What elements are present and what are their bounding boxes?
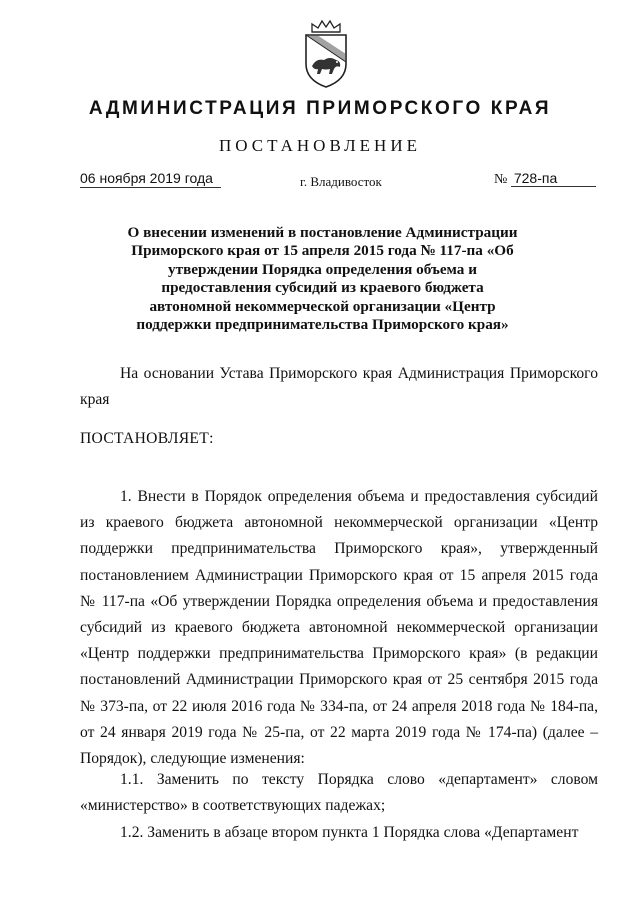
item-1-2-paragraph: 1.2. Заменить в абзаце втором пункта 1 Порядка слова «Департамент bbox=[120, 824, 579, 841]
decree-heading: ПОСТАНОВЛЯЕТ: bbox=[80, 430, 214, 447]
document-number bbox=[494, 170, 596, 188]
item-1-paragraph: 1. Внести в Порядок определения объема и предоставления субсидий из краевого бюджета автономной некоммерческой организации «Центр поддержки предпринимательства Приморского края», утвержденный постановлением Администрации Приморского края от 15 апреля 2015 года № 117-па «Об утверждении Порядка определения объема и предоставления субсидий из краевого бюджета автономной некоммерческой организации «Центр поддержки предпринимательства Приморского края» (в редакции постановлений Администрации Приморского края от 25 сентября 2015 года № 373-па, от 22 июля 2016 года № 334-па, от 24 апреля 2018 года № 184-па, от 24 января 2019 года № 25-па, от 22 марта 2019 года № 174-па) (далее – Порядок), следующие изменения: bbox=[80, 488, 598, 768]
item-1-1-paragraph: 1.1. Заменить по тексту Порядка слово «департамент» словом «министерство» в соответствующих падежах; bbox=[80, 771, 598, 815]
number-label: № bbox=[494, 172, 508, 187]
document-type: ПОСТАНОВЛЕНИЕ bbox=[218, 136, 421, 155]
document-city: г. Владивосток bbox=[300, 174, 382, 189]
document-date: 06 ноября 2019 года bbox=[80, 170, 221, 188]
organization-title: АДМИНИСТРАЦИЯ ПРИМОРСКОГО КРАЯ bbox=[88, 98, 552, 119]
document-subject: О внесении изменений в постановление Администрации Приморского края от 15 апреля 2015 года № 117-па «Об утверждении Порядка определения объема и предоставления субсидий из краевого бюджета автономной некоммерческой организации «Центр поддержки предпринимательства Приморского края» bbox=[127, 224, 518, 334]
number-value: 728-па bbox=[511, 170, 596, 187]
primorsky-coat-of-arms-icon bbox=[300, 18, 352, 90]
basis-paragraph: На основании Устава Приморского края Администрация Приморского края bbox=[80, 365, 598, 409]
